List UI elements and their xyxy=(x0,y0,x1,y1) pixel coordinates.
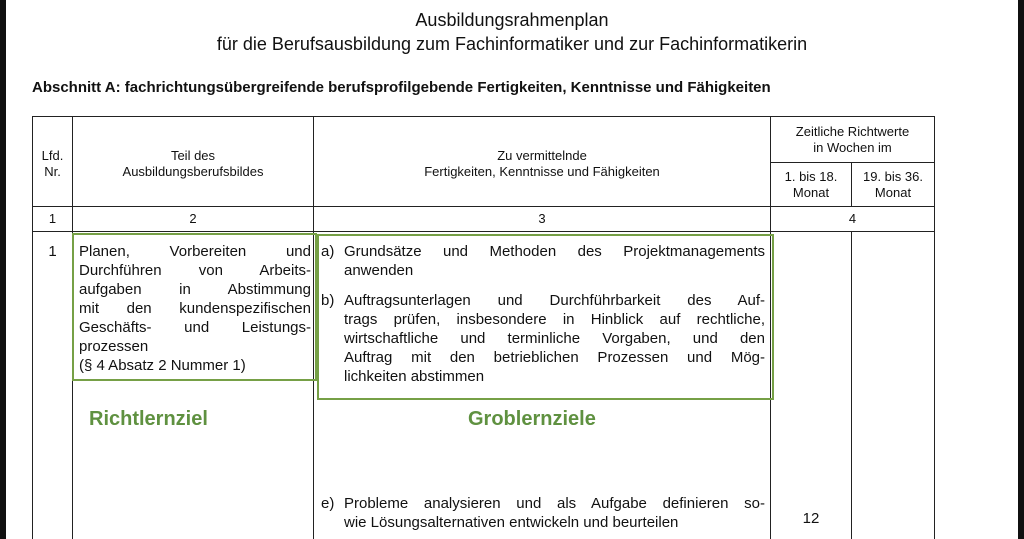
part-description: Planen, Vorbereiten und Durchführen von Arbeits- aufgaben in Abstimmung mit den kundenspezifischen Geschäfts- und Leistungs- prozessen (§ 4 Absatz 2 Nummer 1) xyxy=(79,243,311,374)
weeks-value-first-period: 12 xyxy=(802,510,820,527)
column-number-2: 2 xyxy=(189,211,197,226)
header-months-1-18: 1. bis 18. Monat xyxy=(784,169,838,200)
groblernziele-highlight-box xyxy=(317,234,774,400)
richtlernziel-highlight-box xyxy=(72,233,317,381)
header-lfd-nr: Lfd. Nr. xyxy=(41,148,64,179)
header-zu-vermittelnde-fertigkeiten: Zu vermittelnde Fertigkeiten, Kenntnisse und Fähigkeiten xyxy=(424,148,660,179)
header-teil-des-ausbildungsberufsbildes: Teil des Ausbildungsberufsbildes xyxy=(122,148,264,179)
document-subtitle: für die Berufsausbildung zum Fachinformatiker und zur Fachinformatikerin xyxy=(216,34,808,54)
column-number-1: 1 xyxy=(48,211,57,226)
column-number-3: 3 xyxy=(538,211,546,226)
column-number-4: 4 xyxy=(848,211,857,226)
page-edge-left xyxy=(0,0,6,539)
row-number: 1 xyxy=(48,243,57,260)
section-heading: Abschnitt A: fachrichtungsübergreifende berufsprofilgebende Fertigkeiten, Kenntnisse und Fähigkeiten xyxy=(32,79,771,96)
richtlernziel-label: Richtlernziel xyxy=(89,408,208,430)
header-months-19-36: 19. bis 36. Monat xyxy=(863,169,923,200)
page-edge-right xyxy=(1018,0,1024,539)
document-title: Ausbildungsrahmenplan xyxy=(415,10,609,30)
groblernziele-label: Groblernziele xyxy=(468,408,596,430)
header-zeitliche-richtwerte: Zeitliche Richtwerte in Wochen im xyxy=(795,124,910,155)
